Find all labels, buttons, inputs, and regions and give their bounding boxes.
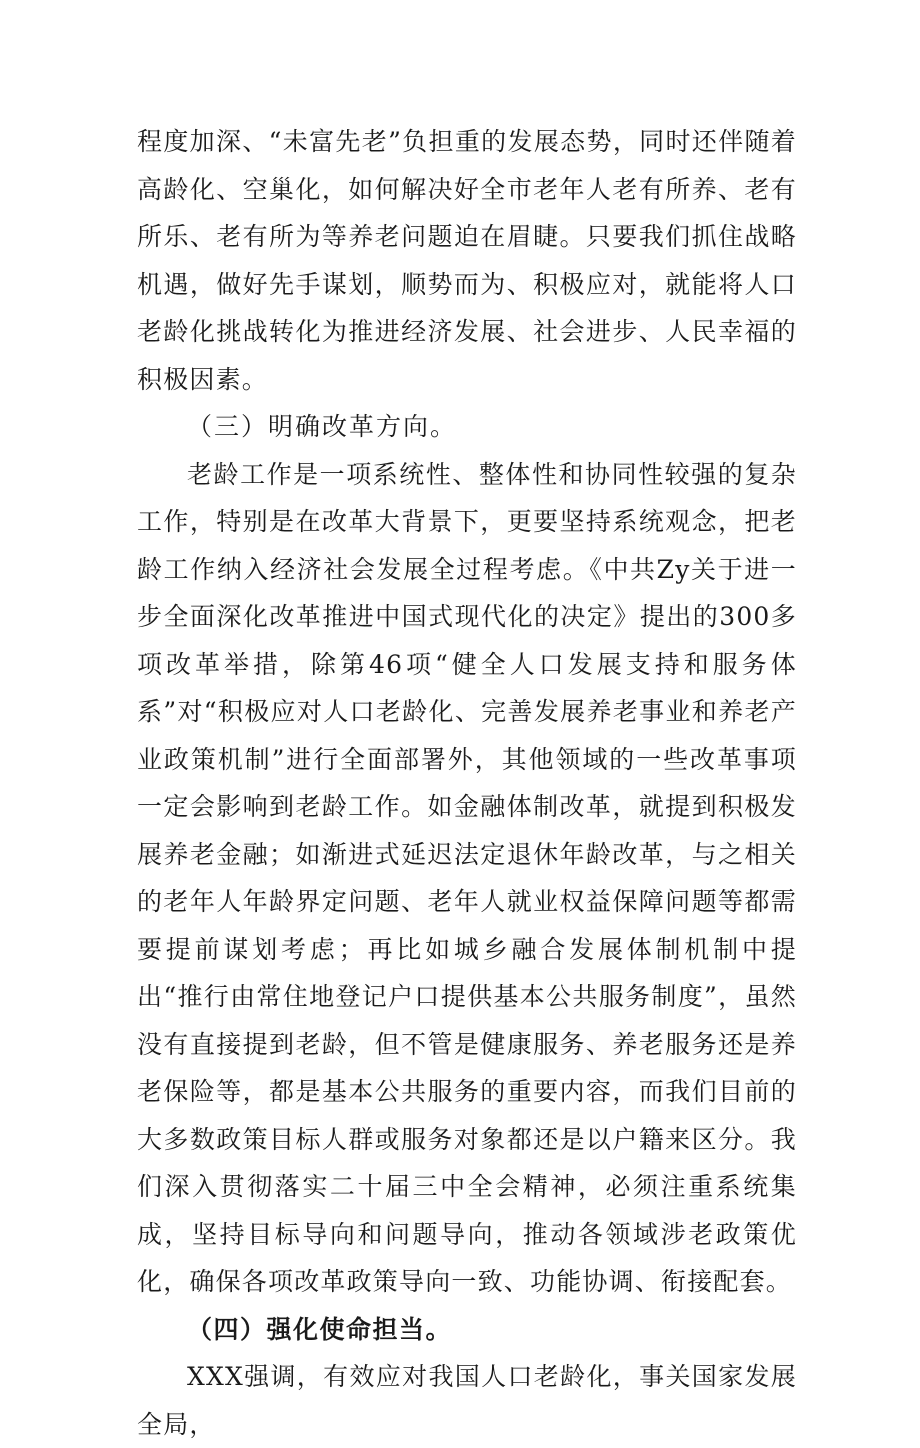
section-4-heading: （四）强化使命担当。 [187,1314,453,1344]
section-3-paragraph: 老龄工作是一项系统性、整体性和协同性较强的复杂工作，特别是在改革大背景下，更要坚持系统观念，把老龄工作纳入经济社会发展全过程考虑。《中共Zy关于进一步全面深化改革推进中国式现代化的决定》提出的300多项改革举措，除第46项“健全人口发展支持和服务体系”对“积极应对人口老龄化、完善发展养老事业和养老产业政策机制”进行全面部署外，其他领域的一些改革事项一定会影响到老龄工作。如金融体制改革，就提到积极发展养老金融；如渐进式延迟法定退休年龄改革，与之相关的老年人年龄界定问题、老年人就业权益保障问题等都需要提前谋划考虑；再比如城乡融合发展体制机制中提出“推行由常住地登记户口提供基本公共服务制度”，虽然没有直接提到老龄，但不管是健康服务、养老服务还是养老保险等，都是基本公共服务的重要内容，而我们目前的大多数政策目标人群或服务对象都还是以户籍来区分。我们深入贯彻落实二十届三中全会精神，必须注重系统集成，坚持目标导向和问题导向，推动各领域涉老政策优化，确保各项改革政策导向一致、功能协调、衔接配套。 [137,459,797,1296]
section-3-heading: （三）明确改革方向。 [187,412,458,441]
continued-paragraph: 程度加深、“未富先老”负担重的发展态势，同时还伴随着高龄化、空巢化，如何解决好全市老年人老有所养、老有所乐、老有所为等养老问题迫在眉睫。只要我们抓住战略机遇，做好先手谋划，顺势而为、积极应对，就能将人口老龄化挑战转化为推进经济发展、社会进步、人民幸福的积极因素。 [137,127,797,394]
document-body [137,118,797,1448]
section-4-paragraph: XXX强调，有效应对我国人口老龄化，事关国家发展全局， [137,1362,797,1439]
